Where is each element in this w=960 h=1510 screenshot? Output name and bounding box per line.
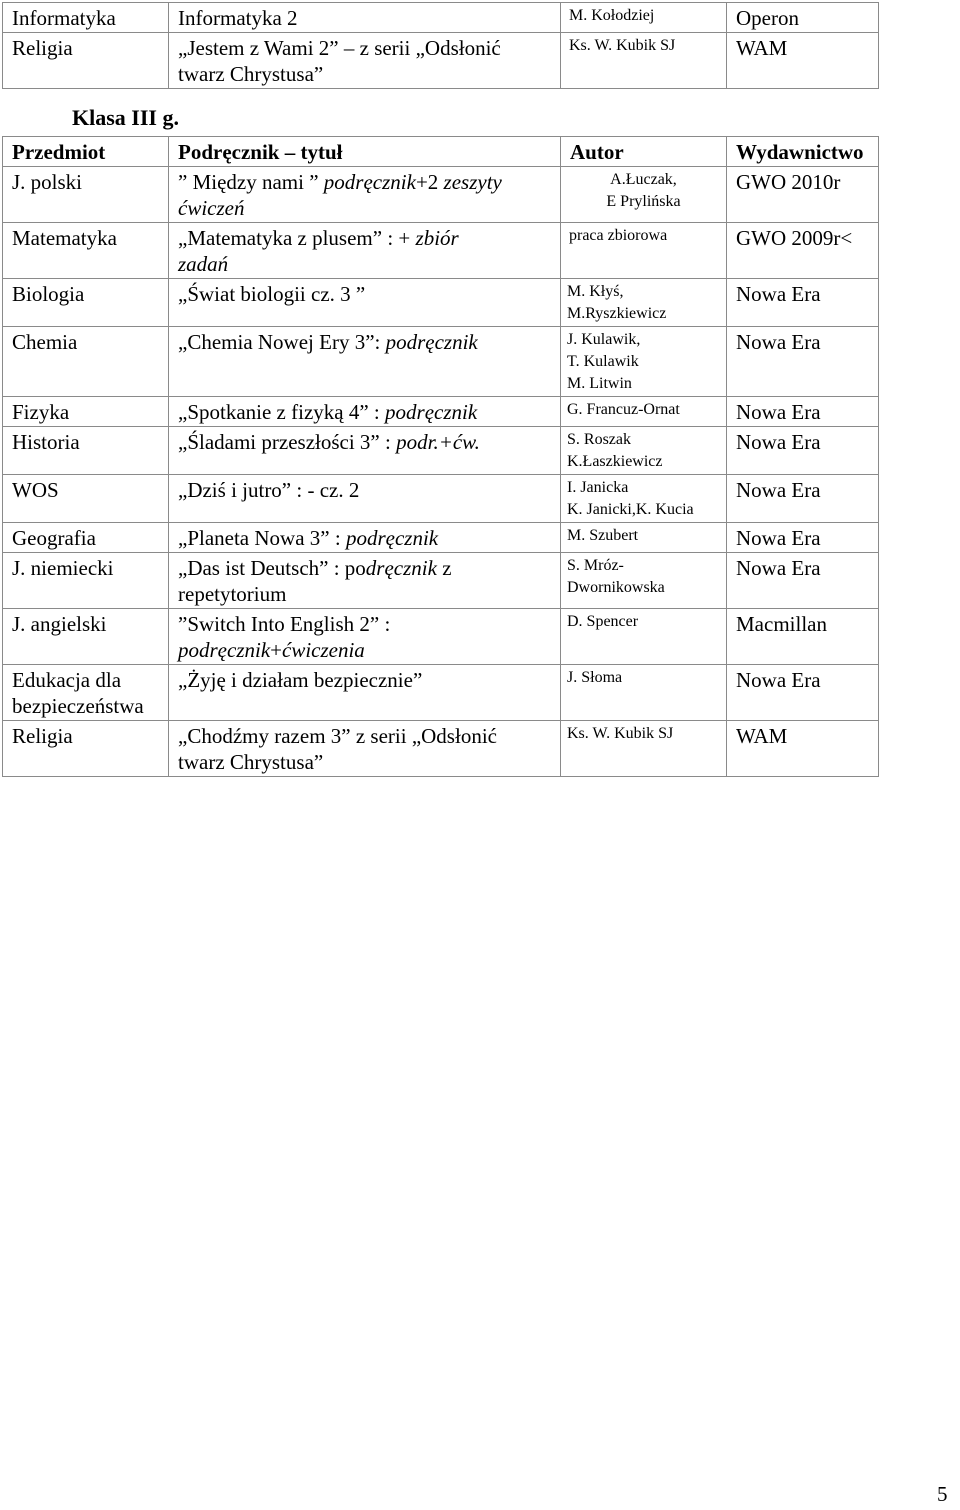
author-cell: praca zbiorowa	[561, 223, 727, 279]
table-row	[3, 475, 879, 523]
title-text: podręcznik	[323, 170, 416, 194]
publisher-cell: Operon	[727, 3, 879, 33]
author-cell: M. Kołodziej	[561, 3, 727, 33]
author-cell	[561, 167, 727, 223]
title-cell	[169, 553, 561, 609]
title-text: zbiór	[415, 226, 459, 250]
table-row	[3, 279, 879, 327]
title-line: ćwiczeń	[178, 196, 245, 220]
title-text: podr.+ćw.	[396, 430, 480, 454]
author-line: J. Kulawik,	[567, 331, 641, 348]
title-text: „Das ist Deutsch” : po	[178, 556, 366, 580]
publisher-cell: Nowa Era	[727, 665, 879, 721]
subject-cell: Religia	[3, 33, 169, 89]
subject-line: Edukacja dla	[12, 668, 122, 692]
subject-cell: Religia	[3, 721, 169, 777]
author-line: K. Janicki,K. Kucia	[567, 501, 694, 518]
table-row	[3, 3, 879, 33]
subject-cell	[3, 665, 169, 721]
title-cell	[169, 223, 561, 279]
publisher-cell: Nowa Era	[727, 397, 879, 427]
title-cell: „Żyję i działam bezpiecznie”	[169, 665, 561, 721]
title-cell: „Świat biologii cz. 3 ”	[169, 279, 561, 327]
author-line: M.Ryszkiewicz	[567, 305, 667, 322]
author-line: S. Roszak	[567, 431, 631, 448]
author-line: M. Litwin	[567, 375, 632, 392]
subject-cell: WOS	[3, 475, 169, 523]
table-row	[3, 721, 879, 777]
title-line: twarz Chrystusa”	[178, 750, 324, 774]
author-line: M. Kłyś,	[567, 283, 624, 300]
title-cell: „Dziś i jutro” : - cz. 2	[169, 475, 561, 523]
subject-cell: Informatyka	[3, 3, 169, 33]
title-cell	[169, 327, 561, 397]
title-text: zeszyty	[443, 170, 502, 194]
author-line: I. Janicka	[567, 479, 629, 496]
subject-cell: J. niemiecki	[3, 553, 169, 609]
header-title: Podręcznik – tytuł	[169, 137, 561, 167]
subject-cell: Geografia	[3, 523, 169, 553]
title-text: podręcznik	[385, 400, 478, 424]
table-header-row	[3, 137, 879, 167]
author-cell	[561, 427, 727, 475]
author-line: Dwornikowska	[567, 579, 665, 596]
author-cell	[561, 475, 727, 523]
title-text: +	[270, 638, 282, 662]
title-text: dręcznik	[365, 556, 437, 580]
author-cell: G. Francuz-Ornat	[561, 397, 727, 427]
header-subject: Przedmiot	[3, 137, 169, 167]
table-row	[3, 223, 879, 279]
subject-cell: Historia	[3, 427, 169, 475]
subject-cell: Biologia	[3, 279, 169, 327]
title-cell	[169, 523, 561, 553]
subject-cell: J. polski	[3, 167, 169, 223]
subject-cell: Fizyka	[3, 397, 169, 427]
title-line: „Jestem z Wami 2” – z serii „Odsłonić	[178, 36, 501, 60]
title-cell	[169, 609, 561, 665]
title-text: „Planeta Nowa 3” :	[178, 526, 346, 550]
title-line: twarz Chrystusa”	[178, 62, 324, 86]
author-cell	[561, 553, 727, 609]
author-cell: M. Szubert	[561, 523, 727, 553]
publisher-cell: Nowa Era	[727, 553, 879, 609]
author-line: E Prylińska	[606, 193, 681, 210]
author-line: T. Kulawik	[567, 353, 639, 370]
publisher-cell: Nowa Era	[727, 523, 879, 553]
subject-cell: J. angielski	[3, 609, 169, 665]
author-line: S. Mróz-	[567, 557, 624, 574]
author-cell: Ks. W. Kubik SJ	[561, 721, 727, 777]
class-heading: Klasa III g.	[72, 105, 179, 130]
title-cell	[169, 721, 561, 777]
publisher-cell: Nowa Era	[727, 475, 879, 523]
title-cell	[169, 167, 561, 223]
table-row	[3, 327, 879, 397]
title-text: +2	[415, 170, 444, 194]
page-number: 5	[937, 1482, 948, 1506]
author-cell	[561, 279, 727, 327]
subject-cell: Chemia	[3, 327, 169, 397]
publisher-cell: Nowa Era	[727, 279, 879, 327]
publisher-cell: WAM	[727, 33, 879, 89]
title-text: „Chemia Nowej Ery 3”:	[178, 330, 386, 354]
title-cell: Informatyka 2	[169, 3, 561, 33]
title-text: podręcznik	[345, 526, 439, 550]
header-publisher: Wydawnictwo	[727, 137, 879, 167]
title-cell	[169, 397, 561, 427]
textbook-table	[2, 136, 879, 777]
author-line: K.Łaszkiewicz	[567, 453, 663, 470]
author-cell: D. Spencer	[561, 609, 727, 665]
table-row	[3, 665, 879, 721]
header-author: Autor	[561, 137, 727, 167]
title-text: ” Między nami ”	[178, 170, 324, 194]
title-line: zadań	[178, 252, 229, 276]
publisher-cell: WAM	[727, 721, 879, 777]
table-row	[3, 609, 879, 665]
previous-class-table	[2, 2, 879, 89]
author-cell: Ks. W. Kubik SJ	[561, 33, 727, 89]
title-text: ćwiczenia	[282, 638, 365, 662]
title-text: „Spotkanie z fizyką 4” :	[178, 400, 386, 424]
author-line: A.Łuczak,	[610, 171, 677, 188]
publisher-cell: Nowa Era	[727, 327, 879, 397]
publisher-cell: GWO 2010r	[727, 167, 879, 223]
title-cell	[169, 33, 561, 89]
table-row	[3, 523, 879, 553]
author-cell	[561, 327, 727, 397]
subject-cell: Matematyka	[3, 223, 169, 279]
subject-line: bezpieczeństwa	[12, 694, 144, 718]
title-line: „Chodźmy razem 3” z serii „Odsłonić	[178, 724, 497, 748]
table-row	[3, 397, 879, 427]
table-row	[3, 427, 879, 475]
table-row	[3, 553, 879, 609]
table-row	[3, 33, 879, 89]
publisher-cell: Macmillan	[727, 609, 879, 665]
title-line: ”Switch Into English 2” :	[178, 612, 391, 636]
title-text: podręcznik	[385, 330, 478, 354]
publisher-cell: Nowa Era	[727, 427, 879, 475]
title-text: „Śladami przeszłości 3” :	[178, 430, 397, 454]
title-cell	[169, 427, 561, 475]
publisher-cell: GWO 2009r<	[727, 223, 879, 279]
title-text: z	[436, 556, 452, 580]
title-text: podręcznik	[178, 638, 271, 662]
title-line: repetytorium	[178, 582, 287, 606]
title-text: „Matematyka z plusem” : +	[178, 226, 416, 250]
author-cell: J. Słoma	[561, 665, 727, 721]
table-row	[3, 167, 879, 223]
